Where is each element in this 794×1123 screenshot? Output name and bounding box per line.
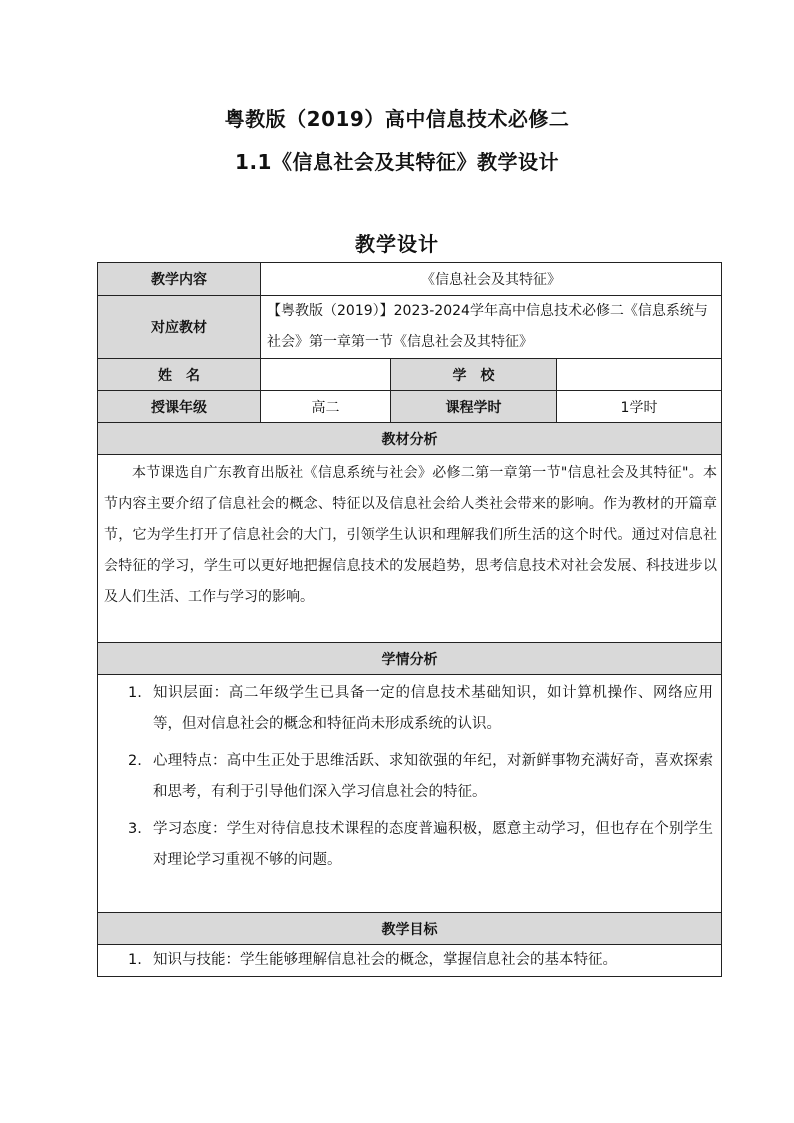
row-teaching-goals-header	[98, 913, 722, 945]
row-teaching-goals-body	[98, 945, 722, 977]
row-name-school	[98, 359, 722, 391]
lesson-plan-table	[97, 262, 721, 977]
row-textbook-analysis-body	[98, 455, 722, 643]
list-item	[98, 746, 713, 808]
school-value	[557, 359, 722, 391]
textbook-label: 对应教材	[98, 296, 261, 359]
teaching-goals-cell	[98, 945, 722, 977]
teaching-content-label: 教学内容	[98, 263, 261, 296]
row-grade-hours	[98, 391, 722, 423]
student-analysis-list	[98, 675, 721, 876]
teaching-goals-header: 教学目标	[98, 913, 722, 945]
list-item-number: 2.	[128, 753, 142, 769]
textbook-analysis-text: 本节课选自广东教育出版社《信息系统与社会》必修二第一章第一节"信息社会及其特征"。本节内容主要介绍了信息社会的概念、特征以及信息社会给人类社会带来的影响。作为教材的开篇章节，它为学生打开了信息社会的大门，引领学生认识和理解我们所生活的这个时代。通过对信息社会特征的学习，学生可以更好地把握信息技术的发展趋势，思考信息技术对社会发展、科技进步以及人们生活、工作与学习的影响。	[98, 455, 722, 643]
list-item-text: 知识与技能：学生能够理解信息社会的概念，掌握信息社会的基本特征。	[153, 952, 617, 968]
textbook-analysis-header: 教材分析	[98, 423, 722, 455]
school-label: 学 校	[391, 359, 557, 391]
section-title: 教学设计	[355, 232, 439, 256]
list-item-text: 学习态度：学生对待信息技术课程的态度普遍积极，愿意主动学习，但也存在个别学生对理论学习重视不够的问题。	[153, 821, 713, 868]
teaching-content-value: 《信息社会及其特征》	[261, 263, 722, 296]
list-item-text: 知识层面：高二年级学生已具备一定的信息技术基础知识，如计算机操作、网络应用等，但对信息社会的概念和特征尚未形成系统的认识。	[153, 685, 713, 732]
list-item	[98, 678, 713, 740]
list-item-number: 1.	[128, 685, 142, 701]
row-student-analysis-body	[98, 675, 722, 913]
teaching-goals-list	[98, 945, 721, 976]
document-title-line1: 粤教版（2019）高中信息技术必修二	[224, 107, 570, 131]
textbook-value: 【粤教版（2019）】2023-2024学年高中信息技术必修二《信息系统与社会》第一章第一节《信息社会及其特征》	[261, 296, 722, 359]
row-textbook-analysis-header	[98, 423, 722, 455]
list-item	[98, 814, 713, 876]
name-value	[261, 359, 391, 391]
student-analysis-cell	[98, 675, 722, 913]
grade-value: 高二	[261, 391, 391, 423]
list-item	[98, 945, 713, 976]
name-label: 姓 名	[98, 359, 261, 391]
student-analysis-header: 学情分析	[98, 643, 722, 675]
row-teaching-content	[98, 263, 722, 296]
grade-label: 授课年级	[98, 391, 261, 423]
hours-label: 课程学时	[391, 391, 557, 423]
list-item-number: 1.	[128, 952, 142, 968]
list-item-text: 心理特点：高中生正处于思维活跃、求知欲强的年纪，对新鲜事物充满好奇，喜欢探索和思考，有利于引导他们深入学习信息社会的特征。	[153, 753, 713, 800]
hours-value: 1学时	[557, 391, 722, 423]
document-title-line2: 1.1《信息社会及其特征》教学设计	[235, 150, 559, 174]
row-student-analysis-header	[98, 643, 722, 675]
row-textbook	[98, 296, 722, 359]
list-item-number: 3.	[128, 821, 142, 837]
